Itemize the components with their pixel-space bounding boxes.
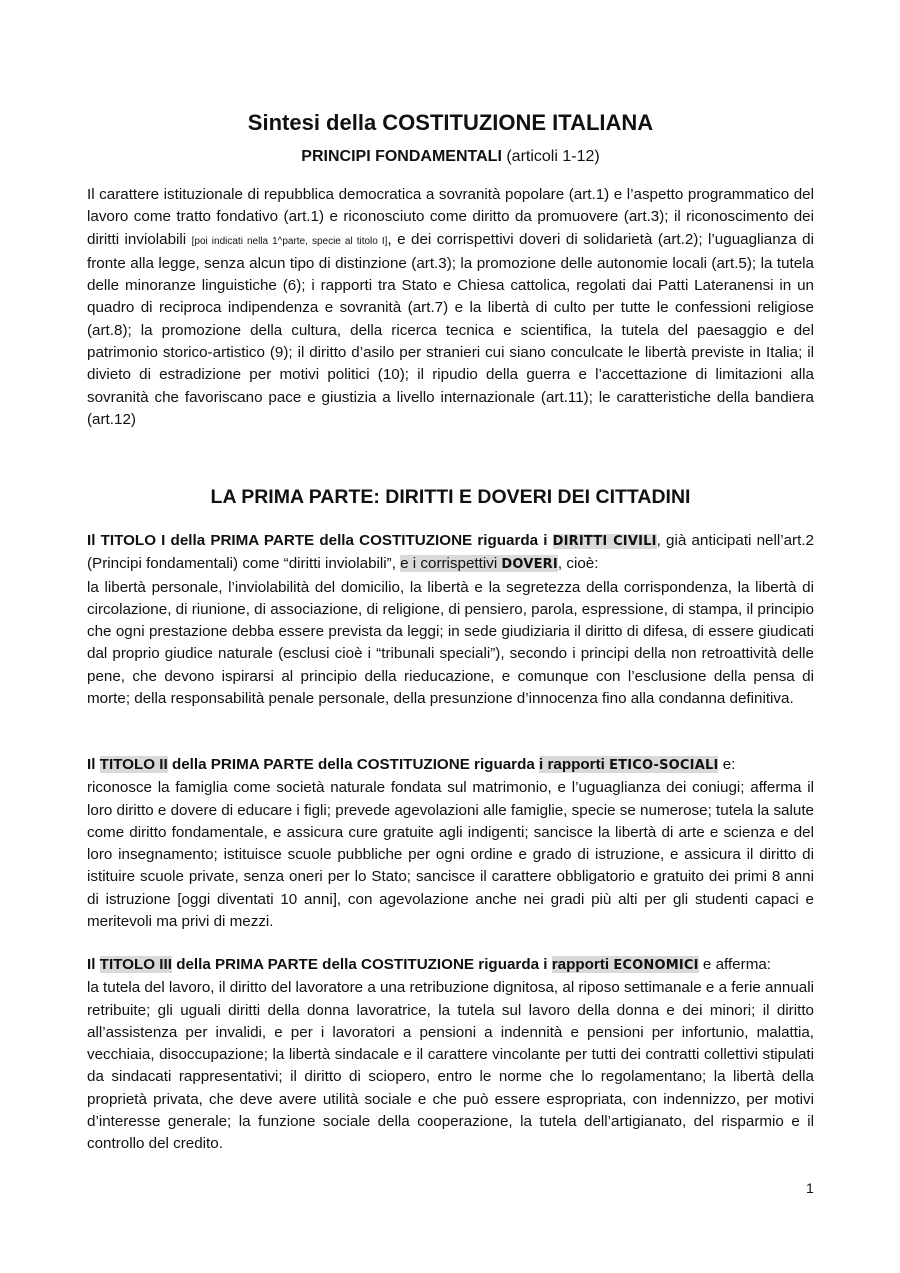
titolo1-key2: DOVERI bbox=[501, 557, 558, 573]
titolo1-key: DIRITTI CIVILI bbox=[552, 534, 657, 549]
titolo2-body: riconosce la famiglia come società naturale fondata sul matrimonio, e l’uguaglianza dei coniugi; afferma il loro diritto e dovere di educare i figli; prevede agevolazioni alle famiglie, specie se numerose; tutela la salute come diritto fondamentale, e assicura cure gratuite agli indigenti; sancisce la libertà di arte e scienza e del loro insegnamento; istituisce scuole pubbliche per ogni ordine e grado di istruzione, e assicura il diritto di istituire scuole private, senza oneri per lo Stato; sancisce il carattere obbligatorio e gratuito dei primi 8 anni di istruzione [oggi diventati 10 anni], con agevolazione anche nei gradi più alti per gli studenti capaci e meritevoli ma privi di mezzi. bbox=[87, 779, 814, 931]
titolo1-hl-text: e i corrispettivi bbox=[400, 555, 502, 573]
titolo3-hl-text: rapporti bbox=[551, 956, 614, 973]
titolo2-paragraph bbox=[87, 754, 814, 933]
titolo3-key: ECONOMICI bbox=[613, 958, 699, 973]
titolo1-body: la libertà personale, l’inviolabilità del domicilio, la libertà e la segretezza della corrispondenza, la libertà di circolazione, di riunione, di associazione, di religione, di pensiero, parola, espressione, di stampa, il principio che ogni prestazione debba essere prevista da leggi; in sede giudiziaria il diritto di difesa, di essere giudicati dal proprio giudice naturale (esclusi cioè i “tribunali speciali”), secondo i principi della non retroattività delle pene, che devono ispirarsi al principio della rieducazione, e comunque con l’esclusione della pensa di morte; della responsabilità penale personale, della presunzione d’innocenza fino alla condanna definitiva. bbox=[87, 578, 814, 708]
intro-note: [poi indicati nella 1^parte, specie al titolo I] bbox=[191, 235, 388, 247]
titolo3-after: e afferma: bbox=[698, 956, 772, 973]
titolo2-key: ETICO-SOCIALI bbox=[609, 758, 719, 773]
titolo2-tit: TITOLO II bbox=[99, 756, 168, 773]
page-number: 1 bbox=[806, 1180, 814, 1196]
intro-paragraph bbox=[87, 184, 814, 431]
intro-text-2: , e dei corrispettivi doveri di solidarietà (art.2); l’uguaglianza di fronte alla legge, senza alcun tipo di distinzione (art.3); la promozione delle autonomie locali (art.5); la tutela delle minoranze linguistiche (6); i rapporti tra Stato e Chiesa cattolica, regolati dai Patti Lateranensi in un quadro di reciproca indipendenza e sovranità (art.7) e la libertà di culto per tutte le confessioni religiose (art.8); la promozione della cultura, della ricerca tecnica e scientifica, la tutela del paesaggio e del patrimonio storico-artistico (9); il diritto d’asilo per stranieri cui siano conculcate le libertà previste in Italia; il divieto di estradizione per motivi politici (10); il ripudio della guerra e l’accettazione di limitazioni alla sovranità che favoriscano pace e giustizia a livello internazionale (art.11); le caratteristiche della bandiera (art.12) bbox=[87, 230, 814, 428]
titolo2-lead: della PRIMA PARTE della COSTITUZIONE riguarda bbox=[167, 756, 540, 773]
titolo3-body: la tutela del lavoro, il diritto del lavoratore a una retribuzione dignitosa, al riposo settimanale e a ferie annuali retribuite; gli uguali diritti della donna lavoratrice, la tutela sul lavoro della donna e dei minori; il diritto all’assistenza per invalidi, e per i lavoratori a pensioni a indennità e pensioni per infortunio, malattia, vecchiaia, disoccupazione; la libertà sindacale e il carattere vincolante per tutti dei contratti collettivi stipulati da sindacati rappresentativi; il diritto di sciopero, entro le norme che lo regolamentano; la libertà della proprietà privata, che deve avere utilità sociale e che può essere espropriata, con indennizzo, per motivi d’interesse generale; la funzione sociale della cooperazione, la tutela dell’artigianato, del risparmio e il controllo del credito. bbox=[87, 979, 814, 1153]
titolo3-hl bbox=[552, 956, 699, 973]
titolo1-paragraph bbox=[87, 530, 814, 710]
titolo1-hl bbox=[400, 555, 558, 572]
document-title: Sintesi della COSTITUZIONE ITALIANA bbox=[247, 110, 654, 135]
section-heading: LA PRIMA PARTE: DIRITTI E DOVERI DEI CITTADINI bbox=[210, 486, 691, 508]
titolo3-paragraph bbox=[87, 954, 814, 1156]
intro-text-1: Il carattere istituzionale di repubblica democratica a sovranità popolare (art.1) e l’aspetto programmatico del lavoro come tratto fondativo (art.1) e riconosciuto come diritto da promuovere (art.3); il riconoscimento dei diritti inviolabili bbox=[87, 186, 814, 248]
titolo2-after: e: bbox=[718, 756, 736, 773]
subtitle-range: (articoli 1-12) bbox=[506, 148, 600, 165]
titolo2-il: Il bbox=[87, 756, 100, 773]
titolo1-mid: , già anticipati nell’art.2 (Principi fondamentali) come “diritti inviolabili”, bbox=[87, 532, 814, 573]
titolo3-lead: della PRIMA PARTE della COSTITUZIONE riguarda i bbox=[171, 956, 552, 973]
subtitle-bold: PRINCIPI FONDAMENTALI bbox=[301, 148, 502, 165]
titolo1-after: , cioè: bbox=[557, 555, 599, 573]
document-subtitle bbox=[87, 148, 814, 166]
titolo2-hl bbox=[539, 756, 718, 773]
titolo1-lead: Il TITOLO I della PRIMA PARTE della COSTITUZIONE riguarda i bbox=[87, 532, 553, 549]
titolo2-hl-text: i rapporti bbox=[539, 756, 610, 773]
titolo3-tit: TITOLO III bbox=[99, 956, 172, 973]
titolo3-il: Il bbox=[87, 956, 100, 973]
